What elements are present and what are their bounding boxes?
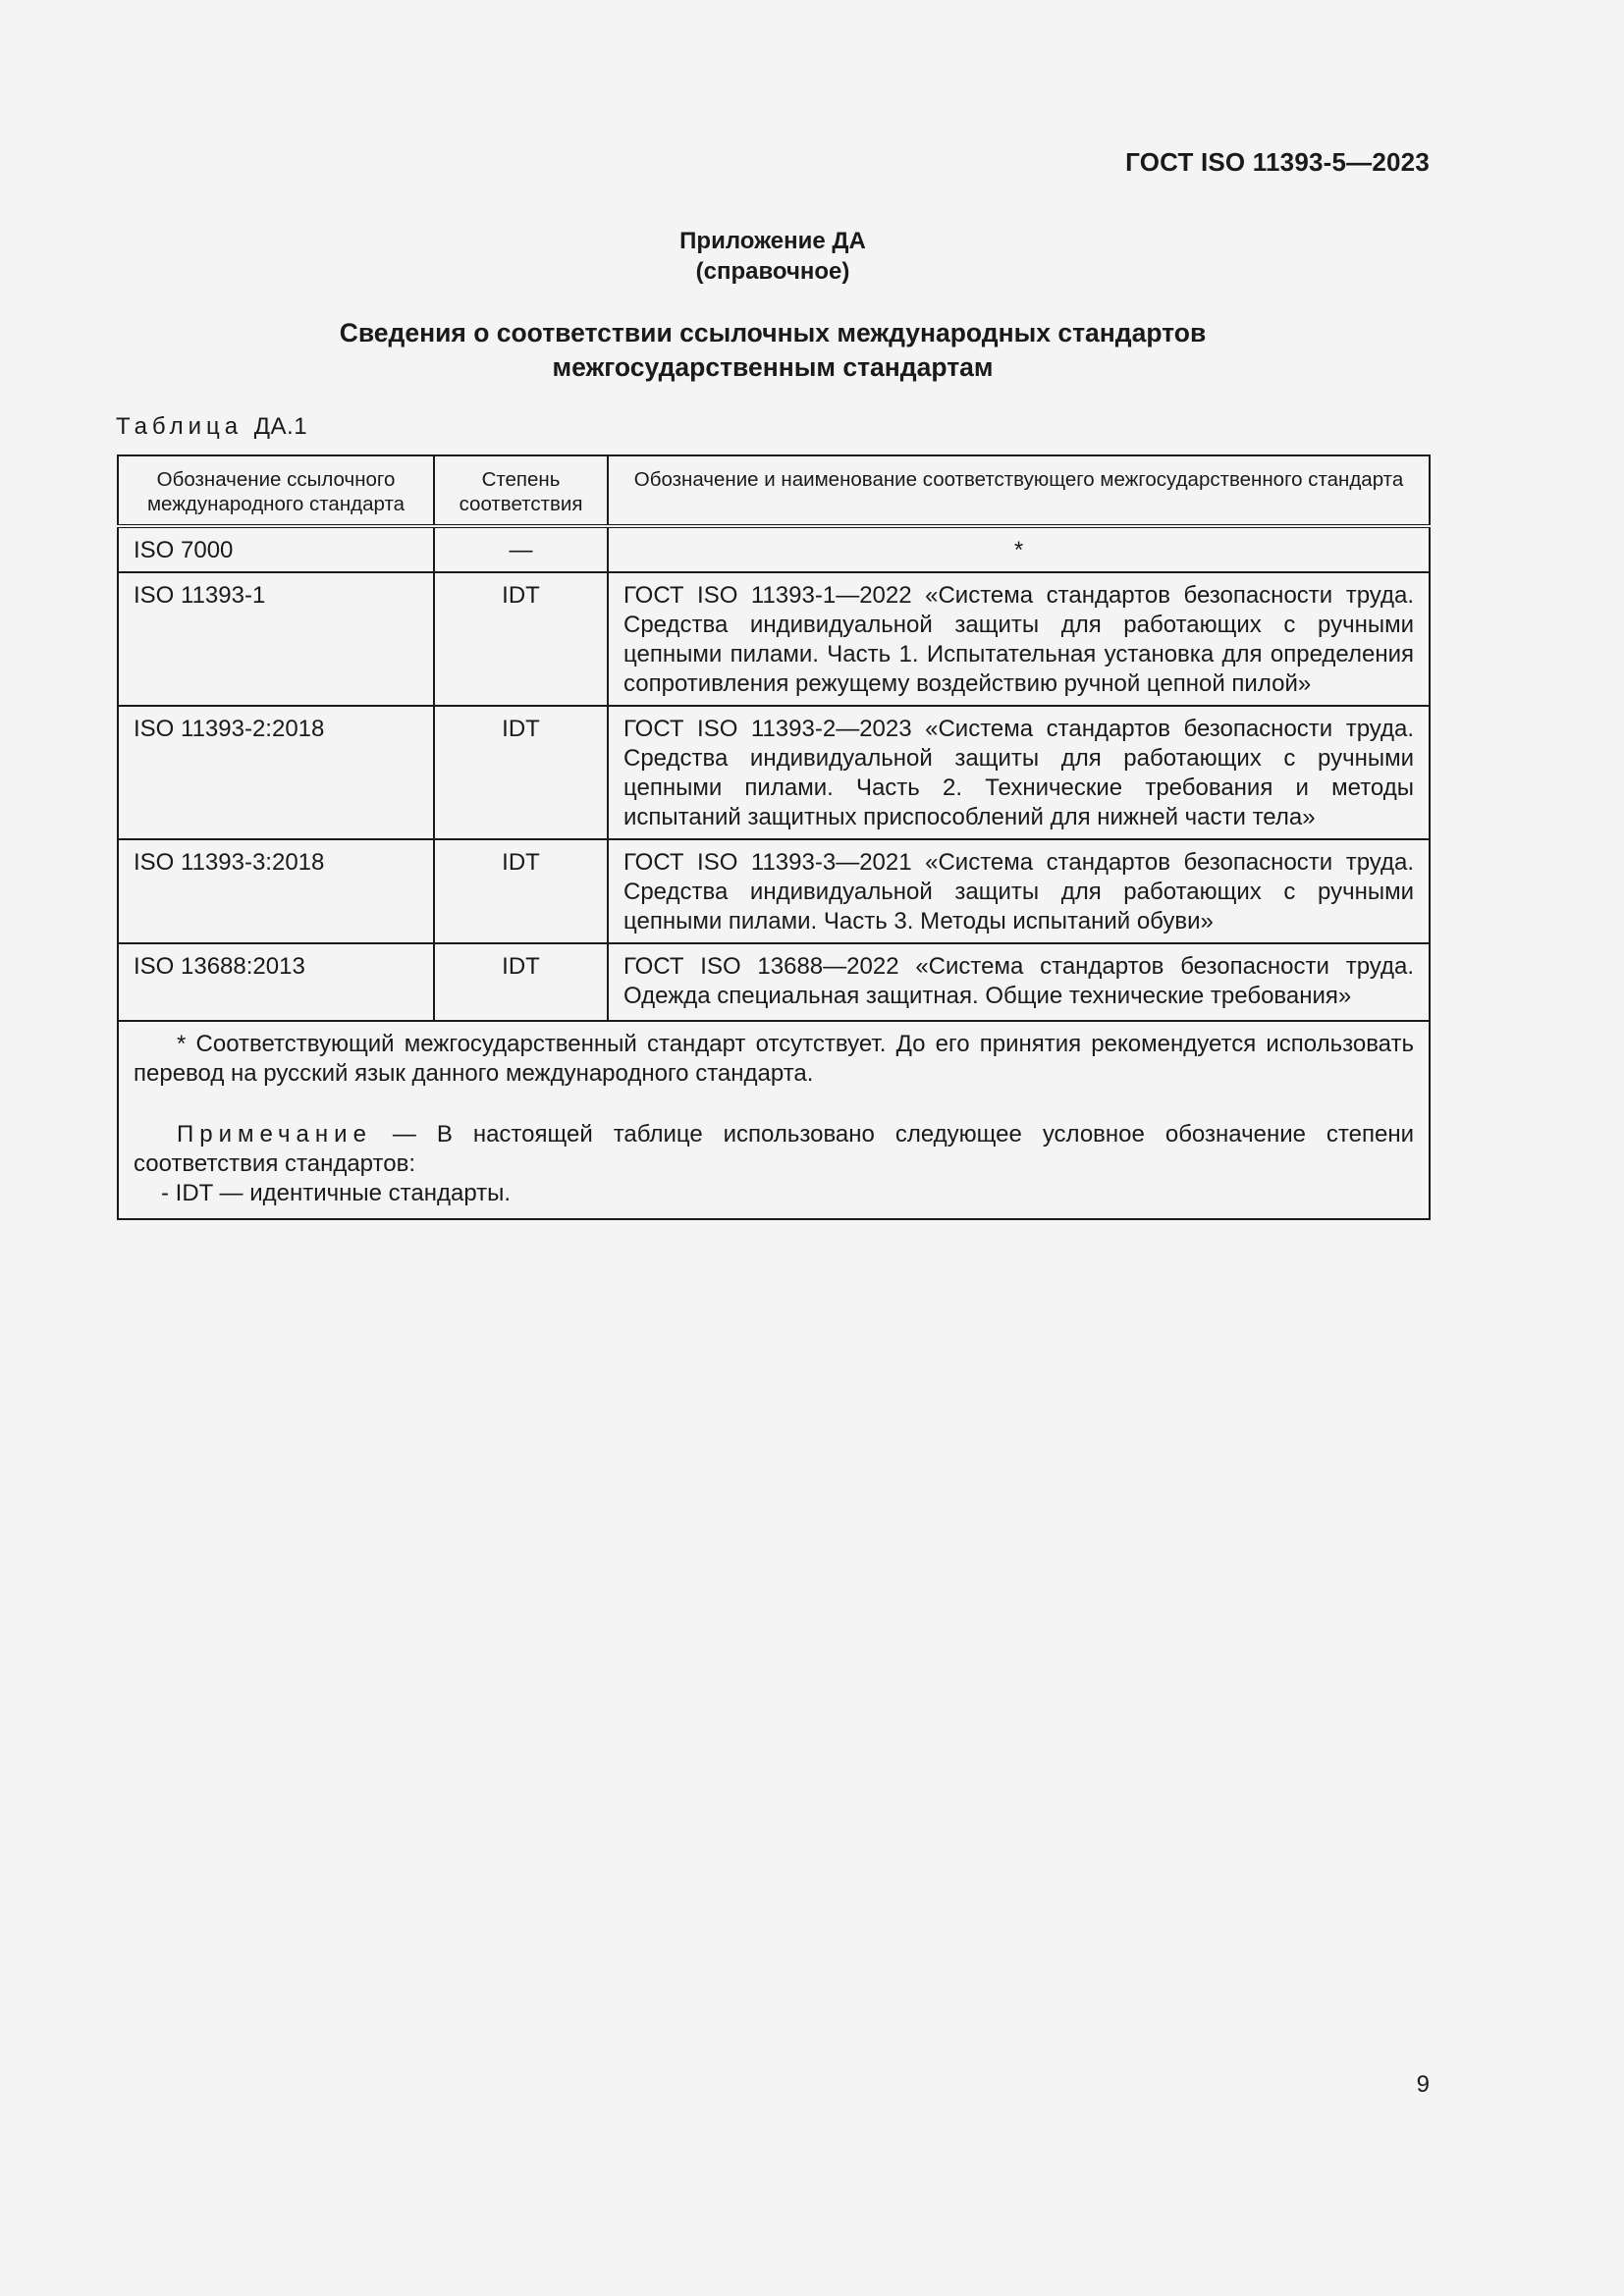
gost-cell: ГОСТ ISO 13688—2022 «Система стандартов безопасности труда. Одежда специальная защитная. Общие технические требования» bbox=[608, 943, 1430, 1021]
ref-standard-cell: ISO 11393-2:2018 bbox=[118, 706, 434, 839]
table-row bbox=[118, 572, 1430, 706]
table-row bbox=[118, 839, 1430, 943]
degree-cell: IDT bbox=[434, 943, 608, 1021]
ref-standard-cell: ISO 11393-1 bbox=[118, 572, 434, 706]
table-header-row bbox=[118, 455, 1430, 526]
ref-standard-cell: ISO 11393-3:2018 bbox=[118, 839, 434, 943]
gost-cell: ГОСТ ISO 11393-2—2023 «Система стандартов безопасности труда. Средства индивидуальной защиты для работающих с ручными цепными пилами. Часть 2. Технические требования и методы испытаний защитных приспособлений для нижней части тела» bbox=[608, 706, 1430, 839]
table-row bbox=[118, 943, 1430, 1021]
table-notes bbox=[118, 1021, 1430, 1219]
table-row bbox=[118, 706, 1430, 839]
degree-cell: IDT bbox=[434, 572, 608, 706]
degree-cell: IDT bbox=[434, 706, 608, 839]
table-caption bbox=[116, 413, 307, 441]
appendix-type: (справочное) bbox=[695, 258, 850, 285]
degree-cell: IDT bbox=[434, 839, 608, 943]
ref-standard-cell: ISO 7000 bbox=[118, 526, 434, 572]
correspondence-table bbox=[117, 454, 1431, 1220]
gost-cell: ГОСТ ISO 11393-3—2021 «Система стандартов безопасности труда. Средства индивидуальной защиты для работающих с ручными цепными пилами. Часть 3. Методы испытаний обуви» bbox=[608, 839, 1430, 943]
note-label: Примечание bbox=[177, 1121, 372, 1148]
heading-line-2: межгосударственным стандартам bbox=[552, 352, 994, 382]
gost-cell: ГОСТ ISO 11393-1—2022 «Система стандартов безопасности труда. Средства индивидуальной защиты для работающих с ручными цепными пилами. Часть 1. Испытательная установка для определения сопротивления режущему воздействию ручной цепной пилой» bbox=[608, 572, 1430, 706]
column-header-gost: Обозначение и наименование соответствующего межгосударственного стандарта bbox=[608, 455, 1430, 526]
note-text: — В настоящей таблице использовано следующее условное обозначение степени соответствия стандартов: bbox=[134, 1121, 1414, 1177]
page-number: 9 bbox=[1416, 2071, 1430, 2098]
column-header-ref: Обозначение ссылочного международного стандарта bbox=[118, 455, 434, 526]
table-row bbox=[118, 526, 1430, 572]
document-code: ГОСТ ISO 11393-5—2023 bbox=[1125, 147, 1430, 177]
table-caption-label: Таблица bbox=[116, 413, 244, 440]
degree-cell: — bbox=[434, 526, 608, 572]
table-notes-row bbox=[118, 1021, 1430, 1219]
table-note bbox=[134, 1120, 1414, 1179]
table-footnote: * Соответствующий межгосударственный стандарт отсутствует. До его принятия рекомендуется использовать перевод на русский язык данного международного стандарта. bbox=[134, 1031, 1414, 1087]
gost-cell: * bbox=[608, 526, 1430, 572]
appendix-label: Приложение ДА bbox=[679, 228, 866, 254]
section-heading bbox=[0, 316, 1545, 385]
ref-standard-cell: ISO 13688:2013 bbox=[118, 943, 434, 1021]
column-header-degree: Степень соответствия bbox=[434, 455, 608, 526]
heading-line-1: Сведения о соответствии ссылочных международных стандартов bbox=[339, 318, 1207, 347]
appendix-title bbox=[0, 226, 1545, 287]
table-caption-number: ДА.1 bbox=[253, 413, 308, 440]
note-list-item: - IDT — идентичные стандарты. bbox=[161, 1180, 512, 1206]
